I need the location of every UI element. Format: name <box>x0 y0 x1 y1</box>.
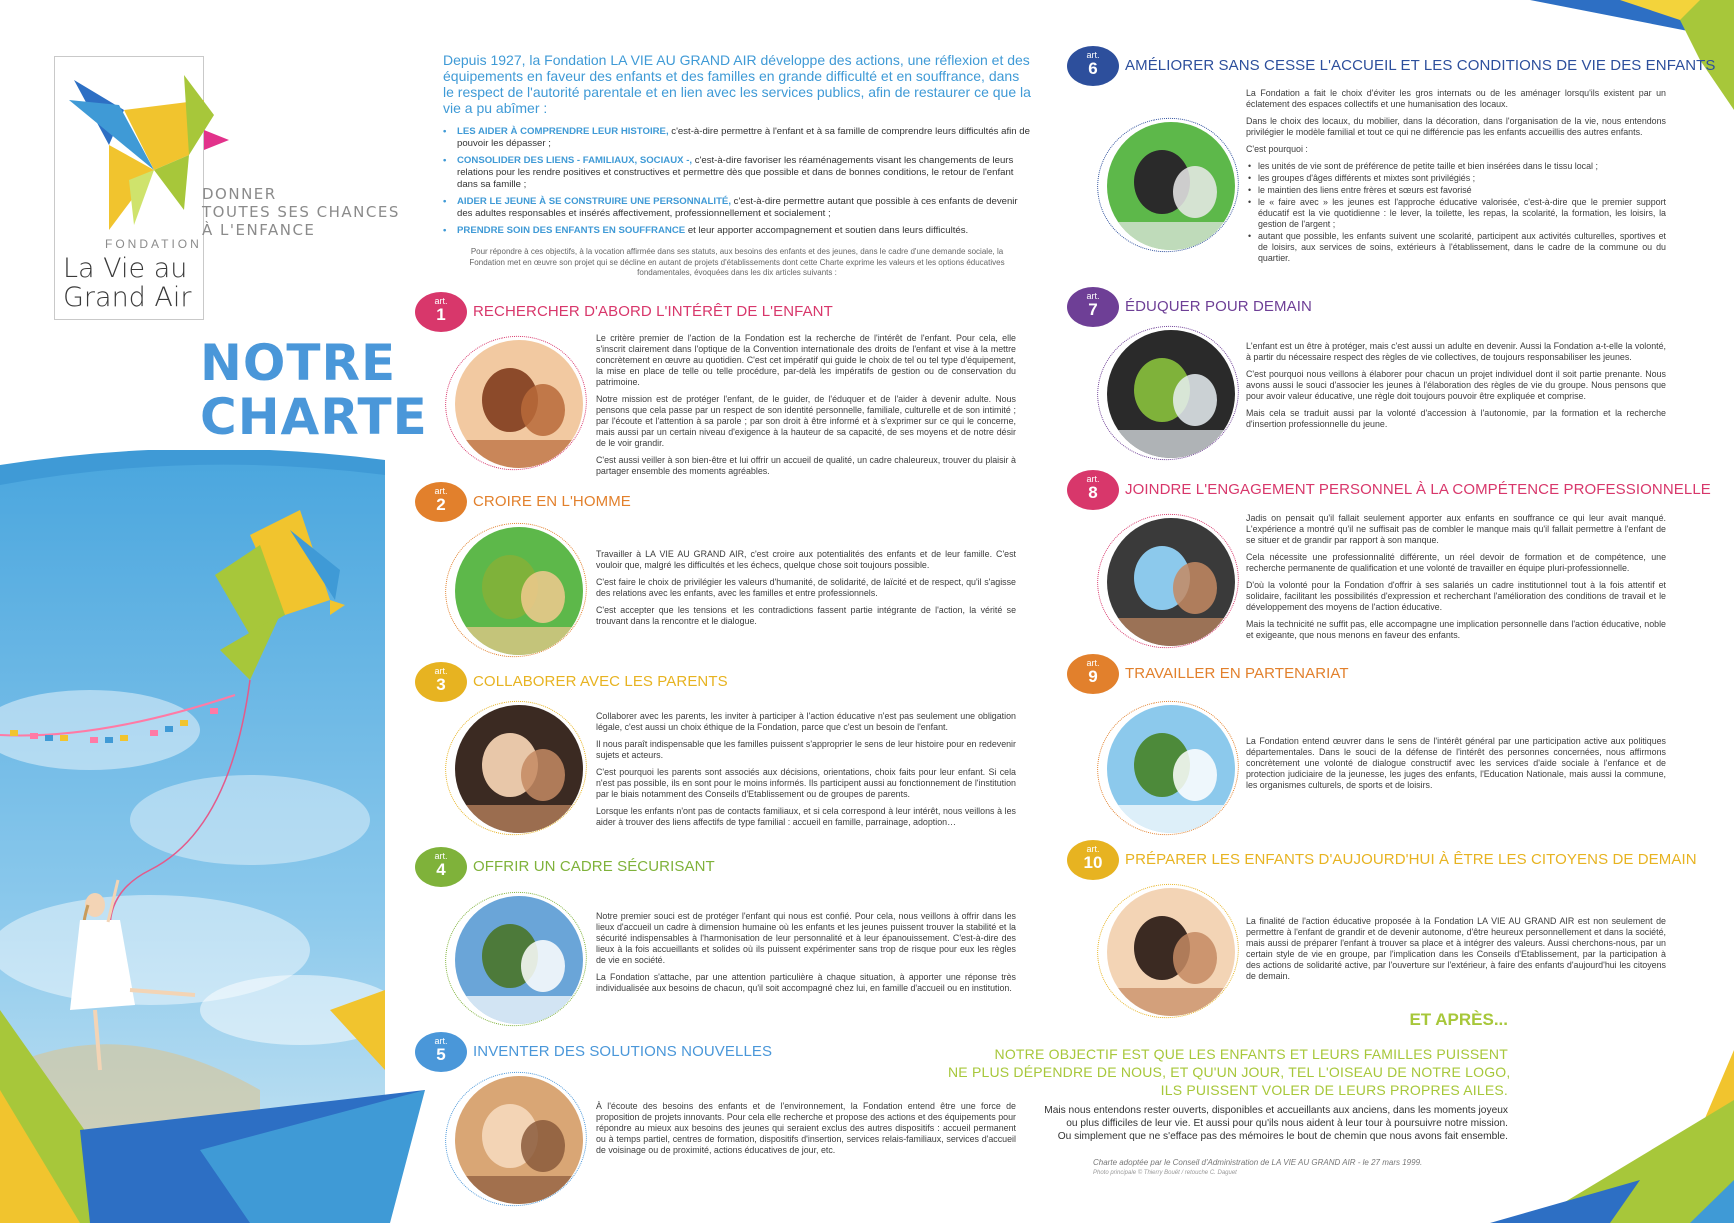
article-paragraph: Notre mission est de protéger l'enfant, de le guider, de l'éduquer et de l'aider à devenir adulte. Nous pensons que cela passe par un respect de son identité personnelle, familiale, culturelle et de son intimité ; par l'écoute et l'attention à sa parole ; par son droit à être informé et à s'exprimer sur ce qui le concerne, mais aussi par un certain niveau d'exigence à la hauteur de sa capacité, de ses moyens et de notre désir de le voir grandir. <box>596 394 1016 448</box>
article-badge: art. 7 <box>1067 287 1119 327</box>
article-body <box>1246 341 1666 436</box>
article-badge: art. 2 <box>415 482 467 522</box>
article-paragraph: Mais cela se traduit aussi par la volonté d'accession à l'autonomie, par la formation et la recherche d'insertion professionnelle du jeune. <box>1246 408 1666 429</box>
article-paragraph: Le critère premier de l'action de la Fondation est la recherche de l'intérêt de l'enfant. Pour cela, elle s'inscrit clairement dans l'optique de la Convention internationale des droits de l'enfant et vise à la mettre concrètement en œuvre au quotidien. C'est cet impératif qui guide le choix de tel ou tel type d'équipement, la mise en place de telle ou telle procédure, par-delà les impératifs de gestion ou de conservation du patrimoine. <box>596 333 1016 387</box>
article-list-item: • les unités de vie sont de préférence de petite taille et bien insérées dans le tissu local ; <box>1246 161 1666 172</box>
intro-bullet-list <box>443 126 1031 242</box>
article-badge: art. 6 <box>1067 46 1119 86</box>
charter-adoption-note: Charte adoptée par le Conseil d'Administration de LA VIE AU GRAND AIR - le 27 mars 1999. <box>1093 1158 1423 1167</box>
article-paragraph: La Fondation s'attache, par une attention particulière à chaque situation, à apporter une réponse très individualisée aux besoins de chacun, qu'il soit accompagné chez lui, en famille d'accueil ou en institution. <box>596 972 1016 993</box>
article-photo <box>455 340 583 468</box>
article-photo <box>455 1076 583 1204</box>
after-lead: NOTRE OBJECTIF EST QUE LES ENFANTS ET LEURS FAMILLES PUISSENT NE PLUS DÉPENDRE DE NOUS, ET QU'UN JOUR, TEL L'OISEAU DE NOTRE LOGO, ILS PUISSENT VOLER DE LEURS PROPRES AILES. <box>948 1046 1511 1098</box>
page-title: NOTRE CHARTE <box>200 334 428 446</box>
article-paragraph: C'est pourquoi nous veillons à élaborer pour chacun un projet individuel dont il soit partie prenante. Nous avons aussi le souci d'associer les jeunes à l'élaboration des règles de vie du groupe. Nous pensons que pour avoir valeur éducative, une règle doit toujours pouvoir être expliquée et comprise. <box>1246 369 1666 401</box>
article-body <box>596 911 1016 1000</box>
article-paragraph: C'est faire le choix de privilégier les valeurs d'humanité, de solidarité, de laïcité et de respect, qu'il s'agisse des relations avec les enfants, avec les familles et entre professionnels. <box>596 577 1016 598</box>
article-title: RECHERCHER D'ABORD L'INTÉRÊT DE L'ENFANT <box>473 303 833 320</box>
article-paragraph: C'est aussi veiller à son bien-être et lui offrir un accueil de qualité, un cadre chaleureux, trouver du plaisir à partager ensemble des moments agréables. <box>596 455 1016 476</box>
article-paragraph: Collaborer avec les parents, les inviter à participer à l'action éducative n'est pas seulement une obligation légale, c'est aussi un choix éthique de la Fondation, parce que c'est un besoin de l'enfant. <box>596 711 1016 732</box>
article-body <box>596 549 1016 633</box>
article-title: TRAVAILLER EN PARTENARIAT <box>1125 665 1349 682</box>
article-body <box>1246 736 1666 797</box>
article-title: AMÉLIORER SANS CESSE L'ACCUEIL ET LES CONDITIONS DE VIE DES ENFANTS <box>1125 57 1716 74</box>
article-paragraph: Il nous paraît indispensable que les familles puissent s'approprier le sens de leur histoire pour en redevenir sujets et acteurs. <box>596 739 1016 760</box>
article-paragraph: D'où la volonté pour la Fondation d'offrir à ses salariés un cadre institutionnel tout à la fois attentif et solidaire, facilitant les possibilités d'expression et recherchant l'amélioration des conditions de travail et le développement des moyens de l'action éducative. <box>1246 580 1666 612</box>
article-body <box>1246 88 1666 265</box>
article-body <box>1246 513 1666 647</box>
article-body <box>596 711 1016 834</box>
kite-girl-photo <box>0 450 430 1223</box>
article-badge: art. 10 <box>1067 840 1119 880</box>
intro-bullet: • PRENDRE SOIN DES ENFANTS EN SOUFFRANCE et leur apporter accompagnement et soutien dans leurs difficultés. <box>443 225 969 236</box>
article-paragraph: Travailler à LA VIE AU GRAND AIR, c'est croire aux potentialités des enfants et de leur famille. C'est vouloir que, malgré les difficultés et les échecs, quelque chose soit toujours possible. <box>596 549 1016 570</box>
after-body: Mais nous entendons rester ouverts, disponibles et accueillants aux anciens, dans les moments joyeux ou plus difficiles de leur vie. Et aussi pour qu'ils nous aident à leur tour à poursuivre notre mission. Ou simplement que ne s'efface pas des mémoires le bout de chemin que nous avons fait ensemble. <box>1044 1105 1508 1142</box>
article-photo <box>455 527 583 655</box>
article-body <box>1246 916 1666 988</box>
article-body <box>596 333 1016 483</box>
photo-credit: Photo principale © Thierry Bouët / retouche C. Daguet <box>1093 1170 1237 1176</box>
article-photo <box>455 896 583 1024</box>
article-paragraph: À l'écoute des besoins des enfants et de l'environnement, la Fondation entend être une force de proposition de projets innovants. Pour cela elle recherche et propose des actions et des équipements pour répondre au mieux aux besoins des jeunes qui seraient exclus des autres dispositifs : accueil permanent ou à temps partiel, centres de formation, dispositifs d'insertion, services relais-familiaux, services d'accueil de voisinage ou de proximité, actions éducatives de jour, etc. <box>596 1101 1016 1155</box>
article-badge: art. 3 <box>415 662 467 702</box>
article-badge: art. 5 <box>415 1032 467 1072</box>
article-photo <box>1107 888 1235 1016</box>
logo-fondation-label: FONDATION <box>105 237 202 251</box>
article-title: CROIRE EN L'HOMME <box>473 493 631 510</box>
article-paragraph: L'enfant est un être à protéger, mais c'est aussi un adulte en devenir. Aussi la Fondation a-t-elle la volonté, à partir du nécessaire respect des règles de vie collectives, de toujours responsabiliser les jeunes. <box>1246 341 1666 362</box>
article-photo <box>455 705 583 833</box>
article-paragraph: Dans le choix des locaux, du mobilier, dans la décoration, dans l'organisation de la vie, nous entendons privilégier le modèle familial et tout ce qui ne différencie pas les enfants accueillis des autres enfants. <box>1246 116 1666 137</box>
article-paragraph: Mais la technicité ne suffit pas, elle accompagne une implication personnelle dans l'action éducative, noble et exigeante, que nous menons en faveur des enfants. <box>1246 619 1666 640</box>
article-photo <box>1107 330 1235 458</box>
article-photo <box>1107 705 1235 833</box>
article-paragraph: Cela nécessite une professionnalité différente, un réel devoir de formation et de compétence, une recherche permanente de qualification et une volonté de travailler en équipe pluri-professionnelle. <box>1246 552 1666 573</box>
article-paragraph: La finalité de l'action éducative proposée à la Fondation LA VIE AU GRAND AIR est non seulement de permettre à l'enfant de grandir et de devenir autonome, d'être heureux personnellement et dans la société, mais aussi de préparer l'enfant à trouver sa place et à intégrer des valeurs. Aussi cherchons-nous, par un certain style de vie en groupe, par l'implication dans les Conseils d'Etablissement, par la participation à des actions de solidarité active, par l'ouverture sur l'extérieur, à faire des enfants d'aujourd'hui les citoyens de demain. <box>1246 916 1666 981</box>
article-title: JOINDRE L'ENGAGEMENT PERSONNEL À LA COMPÉTENCE PROFESSIONNELLE <box>1125 481 1711 498</box>
article-list <box>1246 161 1666 264</box>
article-paragraph: Notre premier souci est de protéger l'enfant qui nous est confié. Pour cela, nous veillons à offrir dans les lieux d'accueil un cadre à dimension humaine où les enfants et les jeunes puissent trouver la stabilité et la sécurité indispensables à l'harmonisation de leur personnalité et à leur épanouissement. C'est-à-dire des lieux à la fois accueillants et solides où ils puissent expérimenter sans trop de risque pour eux les règles de vie en société. <box>596 911 1016 965</box>
intro-note: Pour répondre à ces objectifs, à la vocation affirmée dans ses statuts, aux besoins des enfants et des jeunes, dans le cadre d'une demande sociale, la Fondation met en œuvre son projet qui se décline en autant de projets d'établissements dont cette Charte exprime les valeurs et les options éducatives fondamentales, évoquées dans les dix articles suivants : <box>469 247 1005 277</box>
article-badge: art. 1 <box>415 292 467 332</box>
after-title: ET APRÈS... <box>1409 1010 1508 1029</box>
article-title: COLLABORER AVEC LES PARENTS <box>473 673 728 690</box>
logo-tagline: DONNER TOUTES SES CHANCES À L'ENFANCE <box>202 185 400 239</box>
article-paragraph: La Fondation entend œuvrer dans le sens de l'intérêt général par une participation active aux politiques départementales. Dans le souci de la défense de l'intérêt des personnes concernées, nous affirmons concrètement une volonté de dialogue constructif avec les services d'aide sociale à l'enfance et de protection judiciaire de la jeunesse, les juges des enfants, l'Education Nationale, mais aussi la commune, les organismes culturels, de sports et de loisirs. <box>1246 736 1666 790</box>
article-list-item: • les groupes d'âges différents et mixtes sont privilégiés ; <box>1246 173 1666 184</box>
article-list-item: • autant que possible, les enfants suivent une scolarité, participent aux activités culturelles, sportives et de loisirs, aux services de soins, extérieurs à l'établissement, dans le cadre de la commune ou du quartier. <box>1246 231 1666 264</box>
article-title: OFFRIR UN CADRE SÉCURISANT <box>473 858 715 875</box>
article-title: INVENTER DES SOLUTIONS NOUVELLES <box>473 1043 773 1060</box>
intro-bullet: • CONSOLIDER DES LIENS - FAMILIAUX, SOCIAUX -, c'est-à-dire favoriser les réaménagements visant les changements de leurs relations pour les rendre positives et constructives et permettre dès que possible et dans de bonnes conditions, le retour de l'enfant dans sa famille ; <box>443 155 1014 190</box>
article-badge: art. 4 <box>415 847 467 887</box>
article-paragraph: C'est pourquoi : <box>1246 144 1308 154</box>
article-title: ÉDUQUER POUR DEMAIN <box>1125 298 1312 315</box>
article-list-item: • le maintien des liens entre frères et sœurs est favorisé <box>1246 185 1666 196</box>
intro-bullet: • LES AIDER À COMPRENDRE LEUR HISTOIRE, c'est-à-dire permettre à l'enfant et à sa famille de comprendre leurs difficultés afin de pouvoir les dépasser ; <box>443 126 1030 149</box>
intro-paragraph: Depuis 1927, la Fondation LA VIE AU GRAND AIR développe des actions, une réflexion et des équipements en faveur des enfants et des familles en grande difficulté et en souffrance, dans le respect de l'autorité parentale et en lien avec les services publics, afin de restaurer ce que la vie a pu abîmer : <box>443 52 1031 116</box>
article-paragraph: C'est pourquoi les parents sont associés aux décisions, orientations, choix faits pour leur enfant. Si cela n'est pas possible, ils en sont pour le moins informés. Ils participent aussi au fonctionnement de l'institution par le biais notamment des Conseils d'Etablissement ou de groupes de parents. <box>596 767 1016 799</box>
article-paragraph: C'est accepter que les tensions et les contradictions fassent partie intégrante de l'action, la vérité se trouvant dans la rencontre et le dialogue. <box>596 605 1016 626</box>
intro-bullet: • AIDER LE JEUNE À SE CONSTRUIRE UNE PERSONNALITÉ, c'est-à-dire permettre autant que possible à ces enfants de devenir des adultes responsables et insérés affectivement, professionnellement et socialement ; <box>443 196 1018 219</box>
article-paragraph: Lorsque les enfants n'ont pas de contacts familiaux, et si cela correspond à leur intérêt, nous veillons à les aider à trouver des liens affectifs de type familial : accueil en famille, parrainage, adoption… <box>596 806 1016 827</box>
article-badge: art. 9 <box>1067 654 1119 694</box>
article-paragraph: La Fondation a fait le choix d'éviter les gros internats ou de les aménager lorsqu'ils existent par un éclatement des espaces collectifs et une humanisation des locaux. <box>1246 88 1666 109</box>
article-badge: art. 8 <box>1067 470 1119 510</box>
article-photo <box>1107 518 1235 646</box>
article-photo <box>1107 122 1235 250</box>
article-list-item: • le « faire avec » les jeunes est l'approche éducative valorisée, c'est-à-dire que le premier support éducatif est la vie quotidienne : le lever, la toilette, les repas, la scolarité, la formation, les loisirs, la gestion de l'argent ; <box>1246 197 1666 230</box>
article-title: PRÉPARER LES ENFANTS D'AUJOURD'HUI À ÊTRE LES CITOYENS DE DEMAIN <box>1125 851 1697 868</box>
logo-name: La Vie au Grand Air <box>63 253 192 313</box>
article-paragraph: Jadis on pensait qu'il fallait seulement apporter aux enfants en souffrance ce qui leur avait manqué. L'expérience a montré qu'il ne suffisait pas de combler le manque mais qu'il fallait permettre à l'enfant de se situer et de grandir par rapport à son manque. <box>1246 513 1666 545</box>
